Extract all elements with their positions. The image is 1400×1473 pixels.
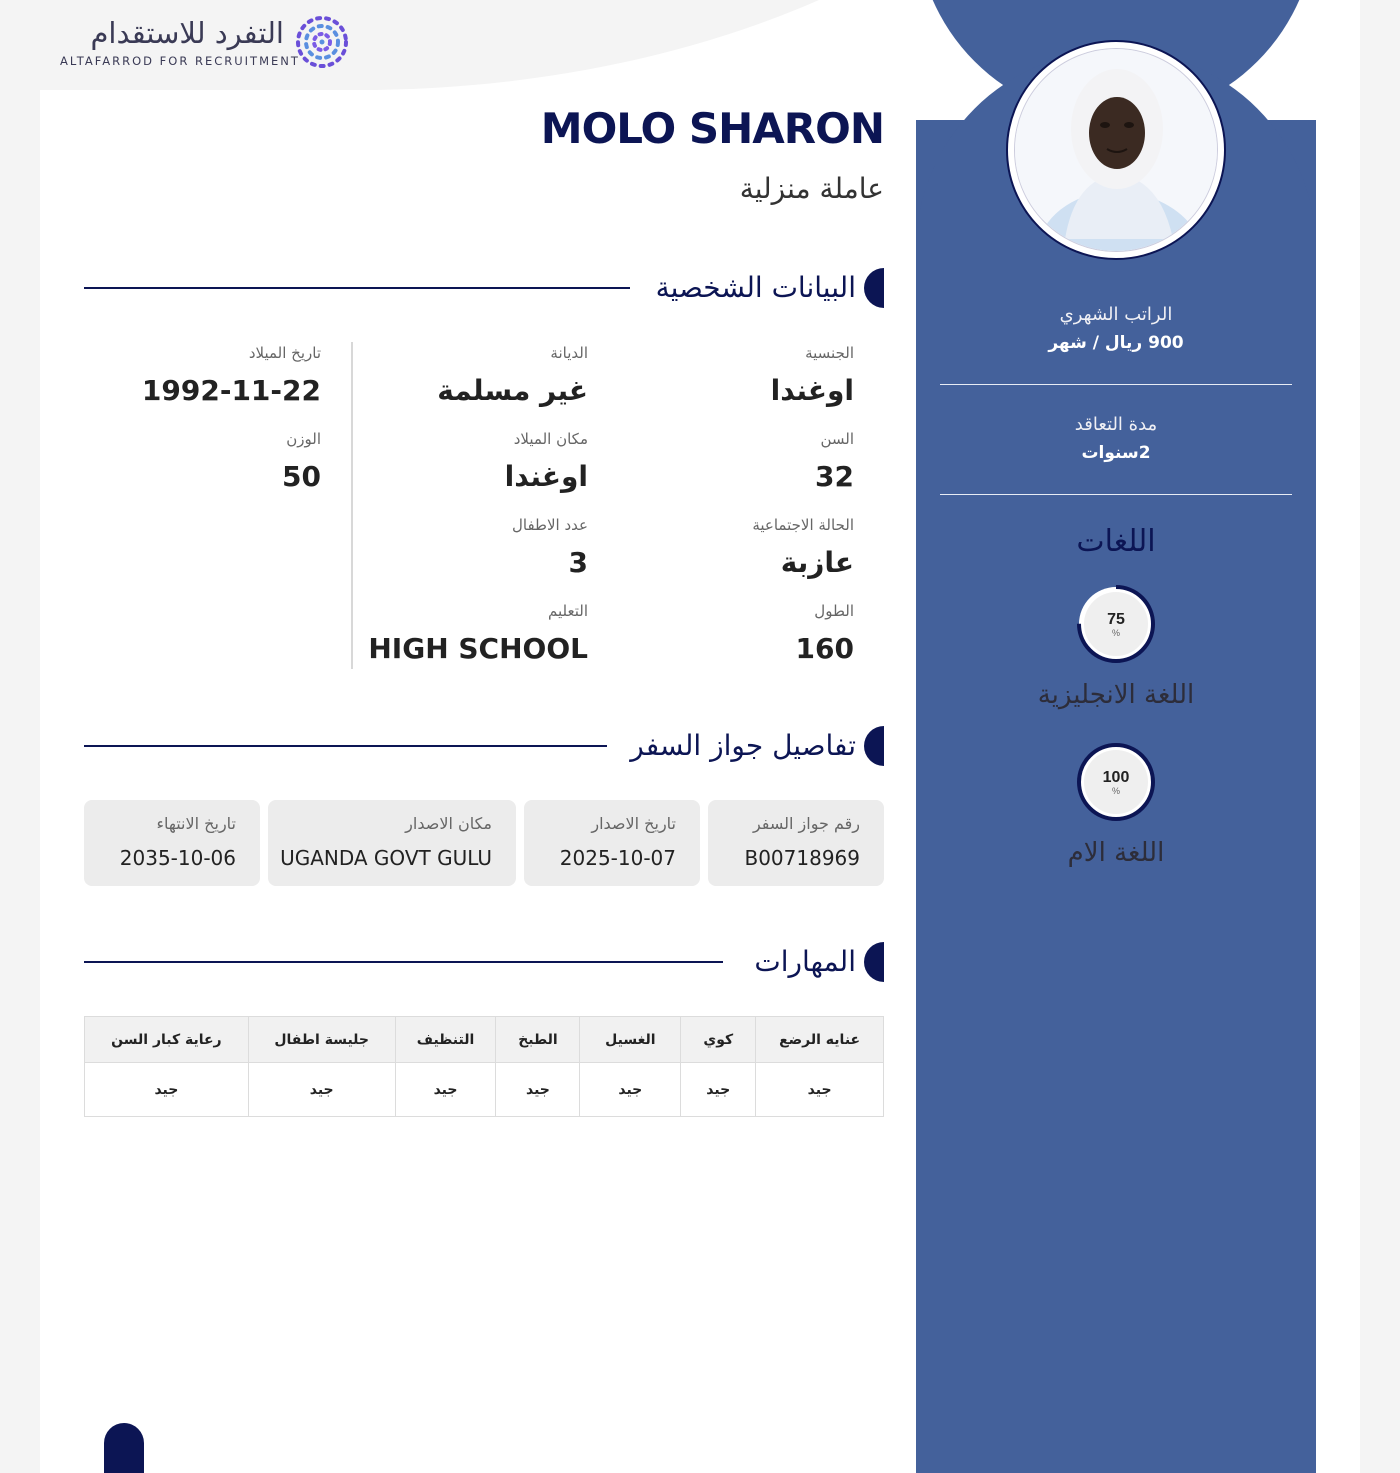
skill-rating: جيد (496, 1063, 580, 1117)
worker-photo (1014, 48, 1218, 252)
card-value: UGANDA GOVT GULU (280, 846, 492, 870)
field-label: الوزن (286, 430, 321, 448)
worker-name: MOLO SHARON (540, 104, 884, 153)
section-bullet (864, 942, 884, 982)
skill-rating: جيد (681, 1063, 756, 1117)
card-value: B00718969 (744, 846, 860, 870)
personal-column-3 (86, 342, 352, 669)
birthplace-field (505, 430, 588, 493)
section-bullet (864, 726, 884, 766)
nationality-field (771, 344, 854, 407)
card-label: رقم جواز السفر (752, 814, 860, 833)
field-value: 32 (815, 460, 854, 493)
english-percent: 75 (1107, 611, 1125, 628)
logo-arabic-text: التفرد للاستقدام (90, 16, 284, 50)
field-value: غير مسلمة (437, 374, 588, 407)
field-value: 160 (795, 632, 854, 665)
skill-rating: جيد (85, 1063, 249, 1117)
field-label: تاريخ الميلاد (248, 344, 321, 362)
card-value: 2035-10-06 (119, 846, 236, 870)
skill-header: رعاية كبار السن (85, 1017, 249, 1063)
job-title: عاملة منزلية (739, 172, 884, 205)
field-label: الديانة (550, 344, 588, 362)
contract-label: مدة التعاقد (1074, 414, 1158, 435)
mother-tongue-percent: 100 (1102, 769, 1130, 786)
field-label: الطول (814, 602, 854, 620)
salary-value: 900 ريال / شهر (1048, 333, 1184, 353)
skill-header: التنظيف (395, 1017, 496, 1063)
height-field (796, 602, 854, 665)
skill-header: كوي (681, 1017, 756, 1063)
skills-section-title: المهارات (754, 945, 856, 978)
education-field (368, 602, 588, 665)
issue-place-card (268, 800, 516, 886)
field-value: 3 (568, 546, 588, 579)
passport-number-card (708, 800, 884, 886)
field-value: عازبة (780, 546, 854, 579)
section-line (84, 961, 723, 963)
skill-rating: جيد (580, 1063, 681, 1117)
worker-photo-icon (1015, 49, 1218, 252)
field-label: التعليم (548, 602, 588, 620)
card-label: مكان الاصدار (405, 814, 492, 833)
field-value: اوغندا (770, 374, 854, 407)
personal-column-2 (352, 342, 618, 669)
logo-english-text: ALTAFARROD FOR RECRUITMENT (60, 54, 300, 68)
personal-column-1 (618, 342, 884, 669)
sidebar-divider (940, 494, 1292, 495)
field-label: مكان الميلاد (513, 430, 588, 448)
skill-header: الغسيل (580, 1017, 681, 1063)
personal-section-title: البيانات الشخصية (655, 271, 856, 304)
skill-rating: جيد (248, 1063, 395, 1117)
section-line (84, 745, 607, 747)
mother-tongue-gauge (1076, 742, 1156, 822)
skill-header: الطبخ (496, 1017, 580, 1063)
skill-rating: جيد (395, 1063, 496, 1117)
skill-rating: جيد (756, 1063, 884, 1117)
field-label: عدد الاطفال (512, 516, 588, 534)
percent-unit: % (1111, 786, 1121, 796)
english-language-label: اللغة الانجليزية (1037, 680, 1195, 710)
languages-title: اللغات (1076, 524, 1156, 559)
expiry-date-card (84, 800, 260, 886)
skills-table (84, 1016, 884, 1117)
card-label: تاريخ الاصدار (591, 814, 676, 833)
weight-field (282, 430, 321, 493)
skills-section-header (84, 942, 884, 982)
passport-section-title: تفاصيل جواز السفر (630, 729, 856, 762)
age-field (815, 430, 854, 493)
personal-section-header (84, 268, 884, 308)
percent-unit: % (1111, 628, 1121, 638)
footer-decoration (104, 1423, 144, 1473)
skills-value-row (85, 1063, 884, 1117)
sidebar-divider (940, 384, 1292, 385)
section-line (84, 287, 630, 289)
field-value: HIGH SCHOOL (368, 632, 588, 665)
card-value: 2025-10-07 (559, 846, 676, 870)
field-value: 50 (282, 460, 321, 493)
issue-date-card (524, 800, 700, 886)
skills-header-row (85, 1017, 884, 1063)
dotted-circle-logo-icon (294, 14, 350, 70)
card-label: تاريخ الانتهاء (156, 814, 236, 833)
passport-section-header (84, 726, 884, 766)
marital-status-field (752, 516, 854, 579)
field-value: 1992-11-22 (141, 374, 321, 407)
company-logo (60, 14, 350, 74)
field-label: الحالة الاجتماعية (752, 516, 854, 534)
skill-header: جليسة اطفال (248, 1017, 395, 1063)
field-label: السن (820, 430, 854, 448)
salary-block (940, 304, 1292, 353)
section-bullet (864, 268, 884, 308)
religion-field (437, 344, 588, 407)
mother-tongue-label: اللغة الام (1067, 838, 1165, 868)
contract-value: 2سنوات (1081, 443, 1151, 463)
english-language-gauge (1076, 584, 1156, 664)
field-label: الجنسية (805, 344, 854, 362)
salary-label: الراتب الشهري (1059, 304, 1173, 325)
contract-block (940, 414, 1292, 463)
skill-header: عنايه الرضع (756, 1017, 884, 1063)
birthdate-field (142, 344, 321, 407)
children-count-field (512, 516, 588, 579)
field-value: اوغندا (504, 460, 588, 493)
